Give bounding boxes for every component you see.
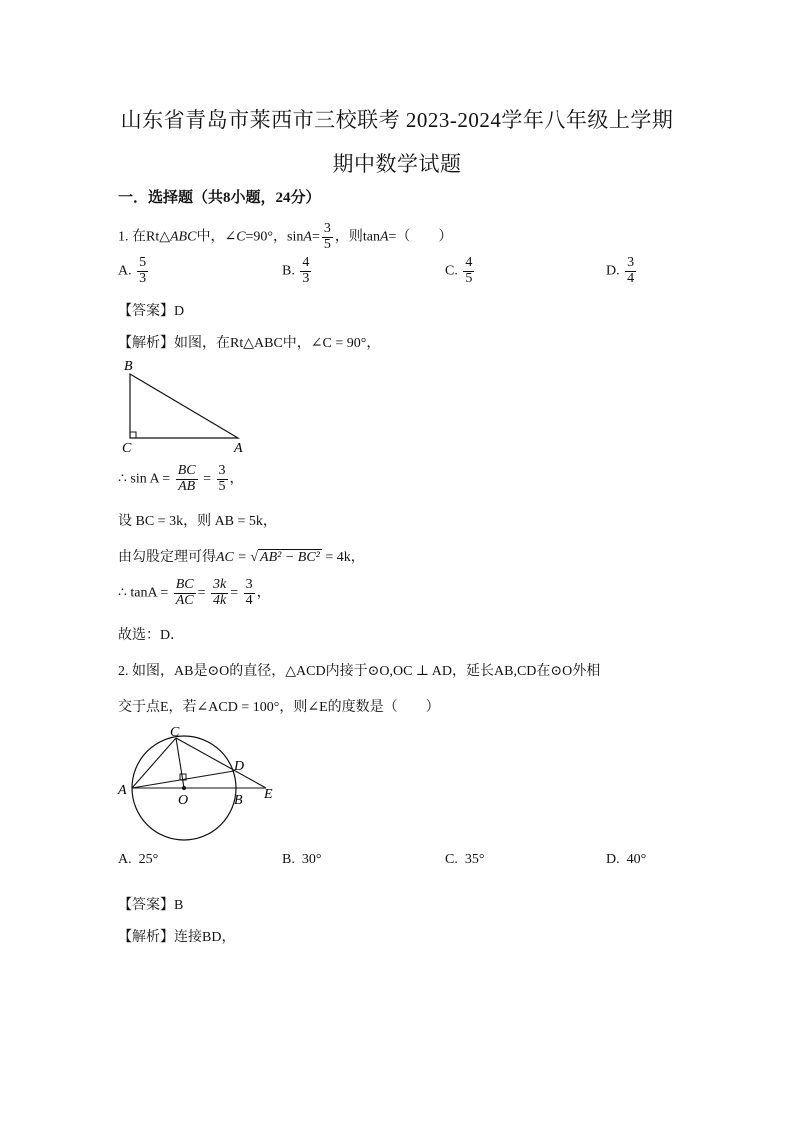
q2-stem-line-2: 交于点E，若∠ACD = 100°，则∠E的度数是（ ） [118,700,440,715]
title-line-1: 山东省青岛市莱西市三校联考 2023-2024学年八年级上学期 [120,108,674,132]
label-B: B [124,359,133,374]
triangle-shape [130,374,238,438]
title-line-2: 期中数学试题 [332,152,462,176]
q2-option-a: A. 25° [118,852,159,867]
center-dot [182,786,186,790]
right-angle-mark [130,432,136,438]
q1-stem: 1. 在Rt△ABC中，∠C=90°，sinA= $\frac{3}{5}$ ，则tanA=（ ） [118,221,453,252]
q1-fraction: $\frac{3}{5}$ [323,221,331,252]
q1-option-a: A. $\frac{5}{3}$ [118,255,147,286]
q2-stem-line-1: 2. 如图，AB是⊙O的直径，△ACD内接于⊙O,OC ⊥ AD，延长AB,CD在⊙O外相 [118,664,601,679]
q2-option-b: B. 30° [282,852,322,867]
q2-analysis: 【解析】连接BD， [118,930,236,945]
label-A: A [234,441,243,456]
q1-answer: 【答案】D [118,304,185,319]
q1-triangle-figure [118,356,258,458]
label-C: C [170,725,180,740]
label-D: D [234,759,245,774]
q1-step-2: 设 BC = 3k，则 AB = 5k， [118,514,277,529]
q2-option-c: C. 35° [445,852,485,867]
label-A: A [118,783,127,798]
q2-answer: 【答案】B [118,898,184,913]
q1-step-4: ∴ tanA = $\frac{BC}{AC}$ = $\frac{3k}{4k}$ = $\frac{3}{4}$ ， [118,577,271,608]
q2-circle-figure [114,722,284,844]
q1-analysis: 【解析】如图，在Rt△ABC中，∠C = 90°， [118,336,381,351]
q1-step-1: ∴ sin A = $\frac{BC}{AB}$ = $\frac{3}{5}$ ， [118,463,244,494]
label-C: C [122,441,132,456]
q1-option-b: B. $\frac{4}{3}$ [282,255,310,286]
q1-option-d: D. $\frac{3}{4}$ [606,255,635,286]
segment-ce [176,738,266,788]
section-heading: 一．选择题（共8小题，24分） [118,190,321,206]
label-E: E [264,787,273,802]
q1-option-c: C. $\frac{4}{5}$ [445,255,473,286]
label-B: B [234,793,243,808]
q1-step-3: 由勾股定理可得AC = √ AB² − BC² = 4k， [118,550,365,565]
q2-option-d: D. 40° [606,852,647,867]
q1-conclusion: 故选：D． [118,628,185,643]
label-O: O [178,793,189,808]
